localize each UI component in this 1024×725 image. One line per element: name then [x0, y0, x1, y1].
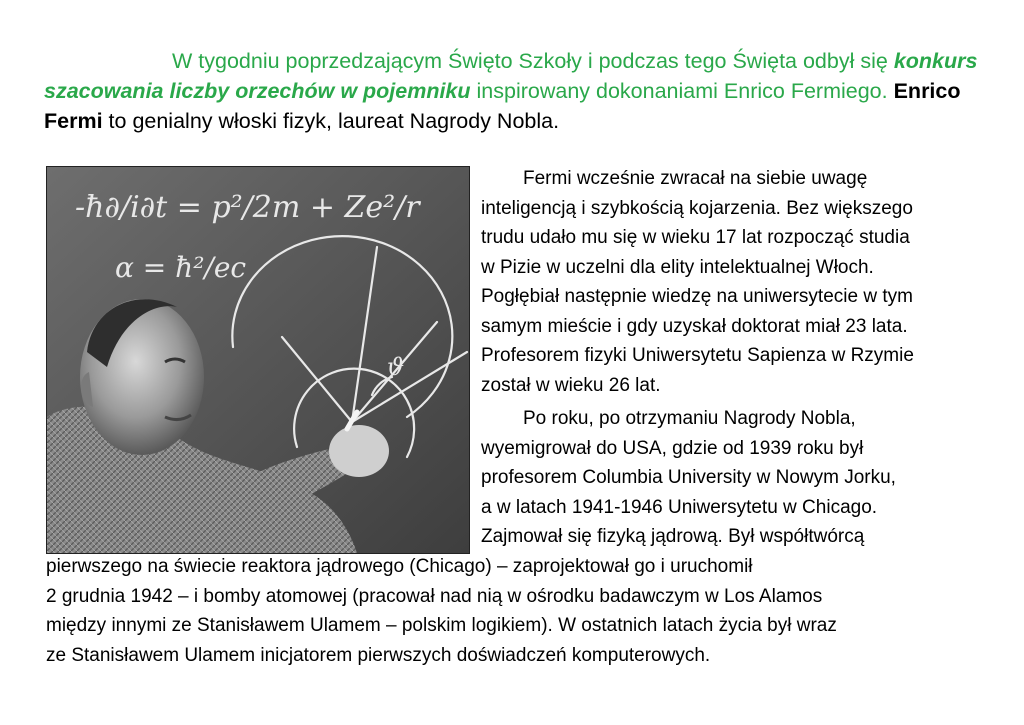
intro-part1: W tygodniu poprzedzającym Święto Szkoły i podczas tego Święta odbył się: [172, 49, 888, 73]
paragraph1-line: samym mieście i gdy uzyskał doktorat miał 23 lata.: [481, 315, 908, 337]
paragraph3-line: między innymi ze Stanisławem Ulamem – polskim logikiem). W ostatnich latach życia był wraz: [46, 615, 837, 636]
intro-part4: Fermiego.: [790, 79, 894, 103]
paragraph3-line: ze Stanisławem Ulamem inicjatorem pierwszych doświadczeń komputerowych.: [46, 644, 711, 666]
chalk-formula-2: α = ħ²/ec: [115, 251, 247, 284]
intro-fermi-name: Enrico Fermi: [44, 79, 961, 133]
paragraph1-line: Profesorem fizyki Uniwersytetu Sapienza w Rzymie: [481, 345, 914, 366]
fermi-photo: [46, 166, 470, 554]
paragraph3-line: pierwszego na świecie reaktora jądrowego (Chicago) – zaprojektował go i uruchomił: [46, 556, 753, 577]
paragraph3-line: 2 grudnia 1942 – i bomby atomowej (pracował nad nią w ośrodku badawczym w Los Alamos: [46, 585, 823, 607]
paragraph1-line: został w wieku 26 lat.: [481, 374, 661, 396]
paragraph-biography-1: [481, 164, 1001, 400]
intro-part3: inspirowany dokonaniami Enrico: [470, 79, 785, 103]
fermi-photo-illustration: [47, 167, 469, 553]
chalk-angle-label: ϑ: [387, 353, 405, 381]
paragraph2-line: a w latach 1941-1946 Uniwersytetu w Chicago.: [481, 496, 878, 518]
paragraph2-line: Zajmował się fizyką jądrową. Był współtwórcą: [481, 526, 865, 547]
intro-part6: to genialny włoski fizyk, laureat Nagrody Nobla.: [102, 109, 560, 133]
intro-contest-name: konkurs szacowania liczby orzechów w pojemniku: [44, 49, 978, 103]
intro-paragraph: [44, 46, 994, 136]
hand: [329, 425, 389, 477]
paragraph-biography-3: [46, 552, 1006, 670]
paragraph2-line: Po roku, po otrzymaniu Nagrody Nobla,: [523, 408, 856, 429]
paragraph1-line: inteligencją i szybkością kojarzenia. Bez większego: [481, 197, 913, 219]
paragraph1-line: w Pizie w uczelni dla elity intelektualnej Włoch.: [481, 256, 874, 278]
paragraph1-line: trudu udało mu się w wieku 17 lat rozpocząć studia: [481, 227, 910, 248]
paragraph1-line: Fermi wcześnie zwracał na siebie uwagę: [523, 168, 868, 189]
chalk-formula-1: -ħ∂/i∂t = p²/2m + Ze²/r: [75, 190, 420, 225]
paragraph-biography-2: [481, 404, 1001, 552]
paragraph2-line: profesorem Columbia University w Nowym Jorku,: [481, 467, 896, 488]
paragraph2-line: wyemigrował do USA, gdzie od 1939 roku był: [481, 437, 864, 459]
paragraph1-line: Pogłębiał następnie wiedzę na uniwersytecie w tym: [481, 286, 913, 307]
